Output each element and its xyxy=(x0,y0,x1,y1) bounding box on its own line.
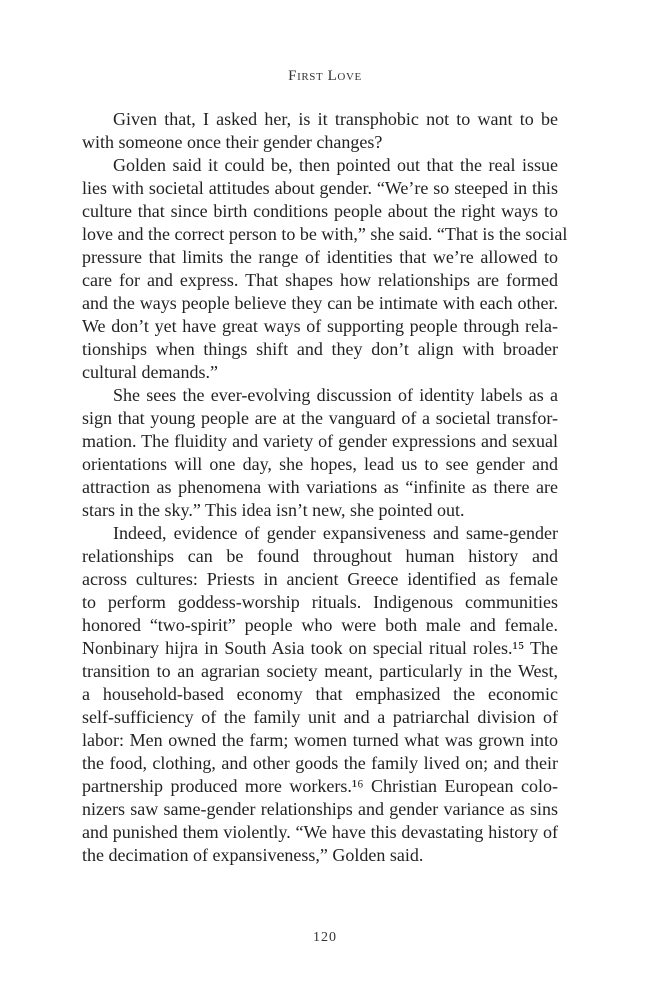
text-line: care for and express. That shapes how relationships are formed xyxy=(82,270,558,290)
text-line: cultural demands.” xyxy=(82,362,218,382)
text-line: and punished them violently. “We have this devastating history of xyxy=(82,822,558,842)
text-line: nizers saw same-gender relationships and gender variance as sins xyxy=(82,799,558,819)
text-line: tionships when things shift and they don’t align with broader xyxy=(82,339,558,359)
text-line: and the ways people believe they can be intimate with each other. xyxy=(82,293,558,313)
text-line: self-sufficiency of the family unit and a patriarchal division of xyxy=(82,707,558,727)
text-line: stars in the sky.” This idea isn’t new, she pointed out. xyxy=(82,500,465,520)
text-line: lies with societal attitudes about gender. “We’re so steeped in this xyxy=(82,178,558,198)
page-number: 120 xyxy=(313,930,337,945)
text-line: with someone once their gender changes? xyxy=(82,132,383,152)
text-line: to perform goddess-worship rituals. Indigenous communities xyxy=(82,592,558,612)
text-line: sign that young people are at the vanguard of a societal transfor- xyxy=(82,408,558,428)
text-line: We don’t yet have great ways of supporting people through rela- xyxy=(82,316,558,336)
text-line: transition to an agrarian society meant, particularly in the West, xyxy=(82,661,558,681)
text-line: Given that, I asked her, is it transphobic not to want to be xyxy=(113,109,558,129)
text-line: partnership produced more workers.¹⁶ Christian European colo- xyxy=(82,776,558,796)
text-line: orientations will one day, she hopes, lead us to see gender and xyxy=(82,454,558,474)
text-line: She sees the ever-evolving discussion of identity labels as a xyxy=(113,385,558,405)
text-line: pressure that limits the range of identities that we’re allowed to xyxy=(82,247,558,267)
text-line: love and the correct person to be with,” she said. “That is the social xyxy=(82,224,568,244)
text-line: the decimation of expansiveness,” Golden said. xyxy=(82,845,424,865)
text-line: relationships can be found throughout human history and xyxy=(82,546,558,566)
text-line: across cultures: Priests in ancient Greece identified as female xyxy=(82,569,558,589)
text-line: the food, clothing, and other goods the family lived on; and their xyxy=(82,753,558,773)
text-line: Nonbinary hijra in South Asia took on special ritual roles.¹⁵ The xyxy=(82,638,558,658)
text-line: attraction as phenomena with variations as “infinite as there are xyxy=(82,477,558,497)
text-line: Indeed, evidence of gender expansiveness and same-gender xyxy=(113,523,558,543)
text-line: a household-based economy that emphasized the economic xyxy=(82,684,558,704)
text-line: labor: Men owned the farm; women turned what was grown into xyxy=(82,730,558,750)
text-line: honored “two-spirit” people who were both male and female. xyxy=(82,615,558,635)
text-line: mation. The fluidity and variety of gender expressions and sexual xyxy=(82,431,558,451)
running-head: First Love xyxy=(288,68,362,84)
text-line: Golden said it could be, then pointed out that the real issue xyxy=(113,155,558,175)
text-line: culture that since birth conditions people about the right ways to xyxy=(82,201,558,221)
body-text xyxy=(82,108,568,867)
